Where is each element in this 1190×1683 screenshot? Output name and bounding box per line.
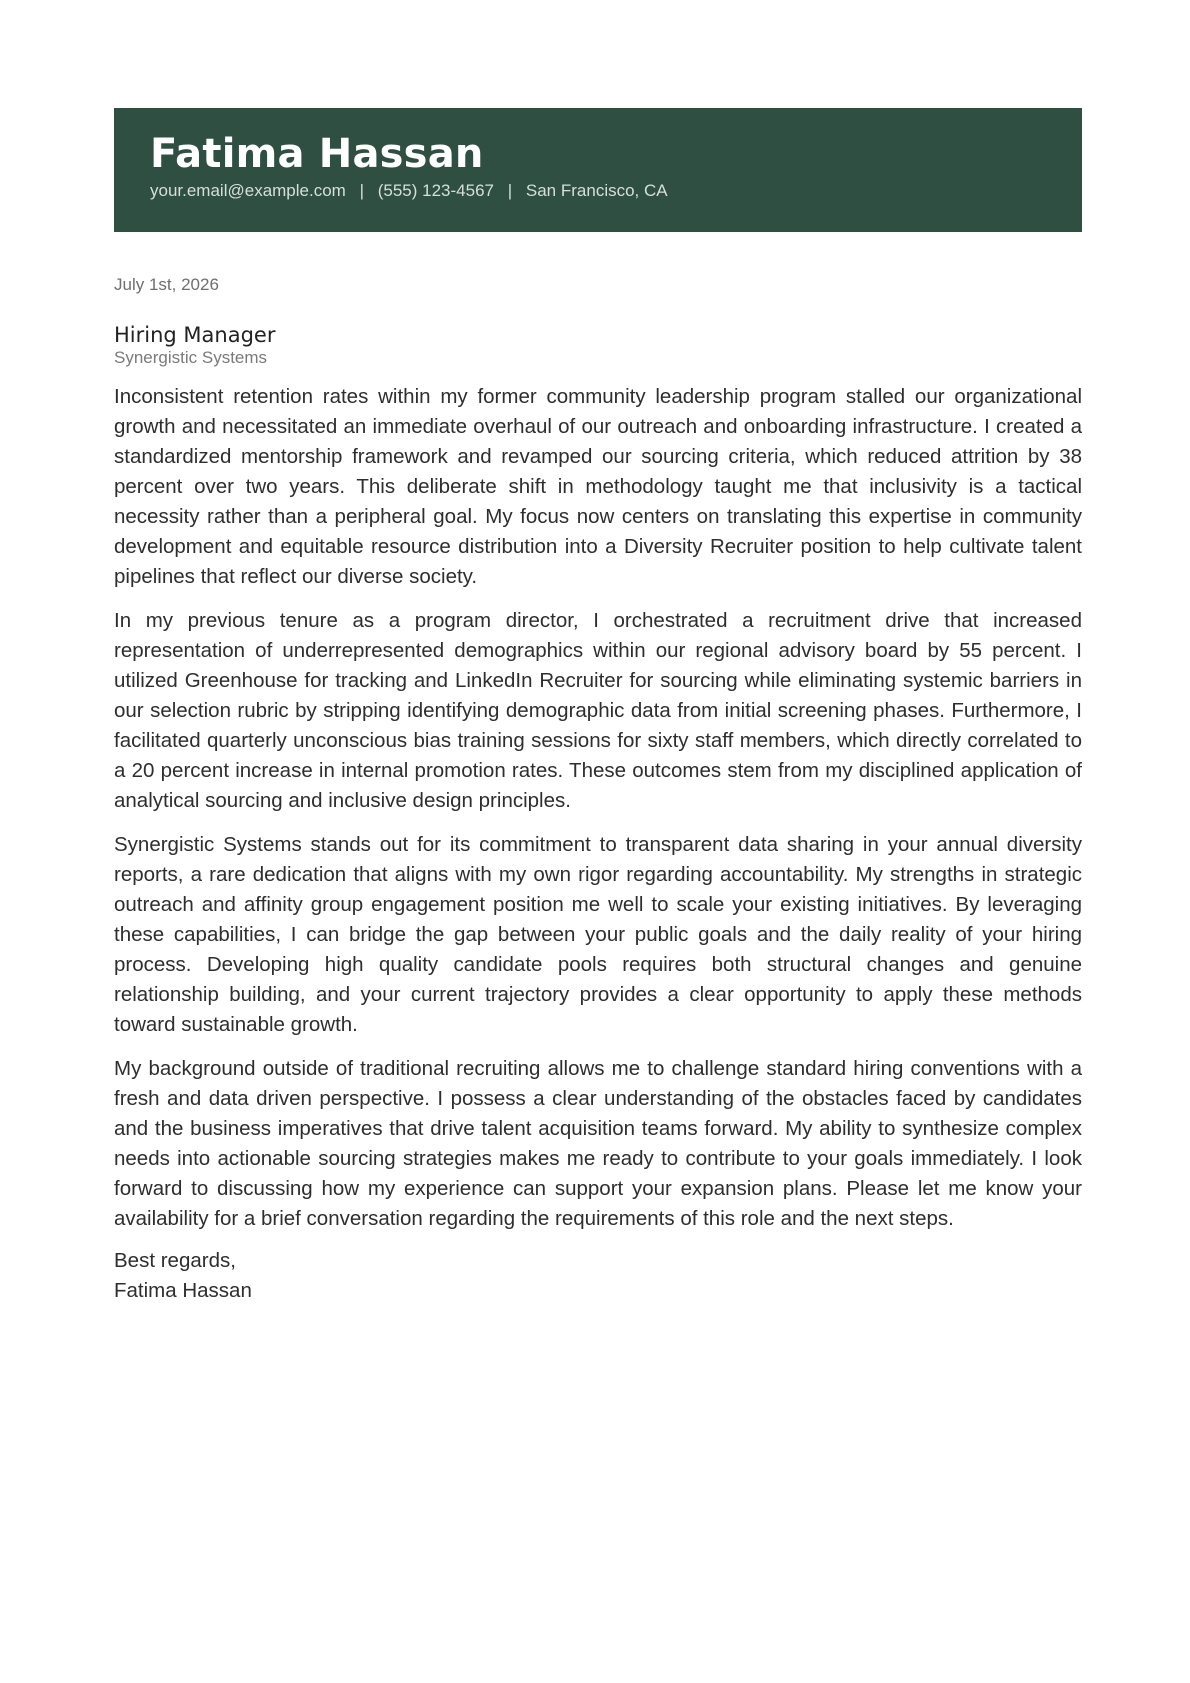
letter-header — [114, 108, 1082, 232]
closing-block — [114, 1246, 1082, 1306]
body-paragraph: Synergistic Systems stands out for its commitment to transparent data sharing in your annual diversity reports, a rare dedication that aligns with my own rigor regarding accountability. My strengths in strategic outreach and affinity group engagement position me well to scale your existing initiatives. By leveraging these capabilities, I can bridge the gap between your public goals and the daily reality of your hiring process. Developing high quality candidate pools requires both structural changes and genuine relationship building, and your current trajectory provides a clear opportunity to apply these methods toward sustainable growth. — [114, 833, 1082, 1036]
body-paragraph: My background outside of traditional recruiting allows me to challenge standard hiring conventions with a fresh and data driven perspective. I possess a clear understanding of the obstacles faced by candidates and the business imperatives that drive talent acquisition teams forward. My ability to synthesize complex needs into actionable sourcing strategies makes me ready to contribute to your goals immediately. I look forward to discussing how my experience can support your expansion plans. Please let me know your availability for a brief conversation regarding the requirements of this role and the next steps. — [114, 1057, 1082, 1230]
contact-location: San Francisco, CA — [525, 181, 668, 200]
body-paragraph: Inconsistent retention rates within my former community leadership program stalled our organizational growth and necessitated an immediate overhaul of our outreach and onboarding infrastructure. I created a standardized mentorship framework and revamped our sourcing criteria, which reduced attrition by 38 percent over two years. This deliberate shift in methodology taught me that inclusivity is a tactical necessity rather than a peripheral goal. My focus now centers on translating this expertise in community development and equitable resource distribution into a Diversity Recruiter position to help cultivate talent pipelines that reflect our diverse society. — [114, 385, 1082, 588]
recipient-block — [114, 322, 1082, 368]
contact-separator: | — [507, 181, 513, 200]
signature-name: Fatima Hassan — [114, 1279, 252, 1302]
letter-date: July 1st, 2026 — [114, 275, 219, 294]
recipient-company: Synergistic Systems — [114, 348, 268, 367]
body-paragraph: In my previous tenure as a program director, I orchestrated a recruitment drive that increased representation of underrepresented demographics within our regional advisory board by 55 percent. I utilized Greenhouse for tracking and LinkedIn Recruiter for sourcing while eliminating systemic barriers in our selection rubric by stripping identifying demographic data from initial screening phases. Furthermore, I facilitated quarterly unconscious bias training sessions for sixty staff members, which directly correlated to a 20 percent increase in internal promotion rates. These outcomes stem from my disciplined application of analytical sourcing and inclusive design principles. — [114, 609, 1082, 812]
closing-salutation: Best regards, — [114, 1249, 236, 1272]
contact-email: your.email@example.com — [150, 181, 346, 200]
recipient-title: Hiring Manager — [114, 323, 276, 347]
letter-body — [114, 274, 1082, 1306]
contact-line — [150, 180, 1046, 202]
contact-phone: (555) 123-4567 — [377, 181, 494, 200]
contact-separator: | — [359, 181, 364, 200]
applicant-name: Fatima Hassan — [150, 131, 484, 177]
